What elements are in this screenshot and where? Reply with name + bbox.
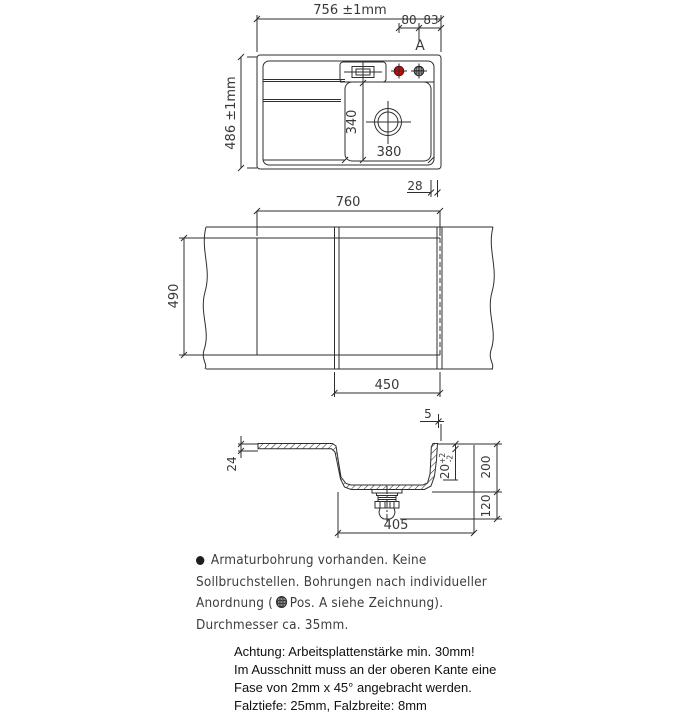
dim-label-340: 340 [345,109,360,135]
alternate-hole-icon [411,64,427,79]
note-text-1: Armaturbohrung vorhanden. Keine [210,553,427,568]
dim-label-490: 490 [167,283,182,309]
dim-left-height [238,54,257,171]
note-line-4 [196,615,480,637]
section-profile [258,444,438,490]
pos-a-label: A [415,38,425,54]
note-armaturbohrung [196,550,487,636]
dim-label-760: 760 [335,195,361,210]
break-line-right [490,227,494,369]
top-view [224,3,444,197]
warning-line-1: Achtung: Arbeitsplattenstärke min. 30mm! [234,644,475,659]
break-line-left [203,227,207,369]
note-text-3a: Anordnung ( [196,596,274,611]
note-achtung [234,643,514,715]
dim-label-756: 756 ±1mm [313,3,387,18]
section-view [225,436,502,538]
dim-label-80: 80 [401,13,417,27]
alternate-hole-legend-icon [276,596,287,608]
bullet-icon [196,556,204,565]
dim-cutout-height [179,235,257,358]
dim-label-24: 24 [225,456,239,472]
dim-label-5: 5 [424,407,432,421]
cutout-view [167,195,494,441]
note-line-1 [196,550,480,572]
overflow-icon [344,63,382,82]
dim-label-120: 120 [479,494,493,518]
dim-label-486: 486 ±1mm [224,76,239,150]
dim-label-405: 405 [383,518,409,533]
warning-line-3: Fase von 2mm x 45° angebracht werden. [234,680,472,695]
faucet-hole-icon [391,64,407,79]
dim-label-450: 450 [374,378,400,393]
drainboard-grooves [263,80,345,161]
dim-label-380: 380 [376,145,402,160]
dim-label-20-tol: $20^{+2}-2$ [438,452,455,480]
note-line-2 [196,572,487,594]
worktop-outline [203,227,494,369]
note-text-4: Durchmesser ca. 35mm. [196,617,349,633]
dim-cutout-width [254,208,443,236]
dim-label-200: 200 [479,455,493,479]
dim-label-28: 28 [407,179,423,193]
dim-rim-height [238,436,258,458]
drain-hole-icon [366,101,411,144]
warning-line-2: Im Ausschnitt muss an der oberen Kante eine [234,662,497,677]
worktop-seams [335,227,443,369]
note-text-2: Sollbruchstellen. Bohrungen nach individueller [196,574,487,590]
dim-label-83: 83 [423,13,439,27]
warning-line-4: Falztiefe: 25mm, Falzbreite: 8mm [234,698,427,713]
cutout-outline [257,238,440,355]
note-text-3b: Pos. A siehe Zeichnung). [289,596,444,611]
note-line-3 [196,593,480,615]
